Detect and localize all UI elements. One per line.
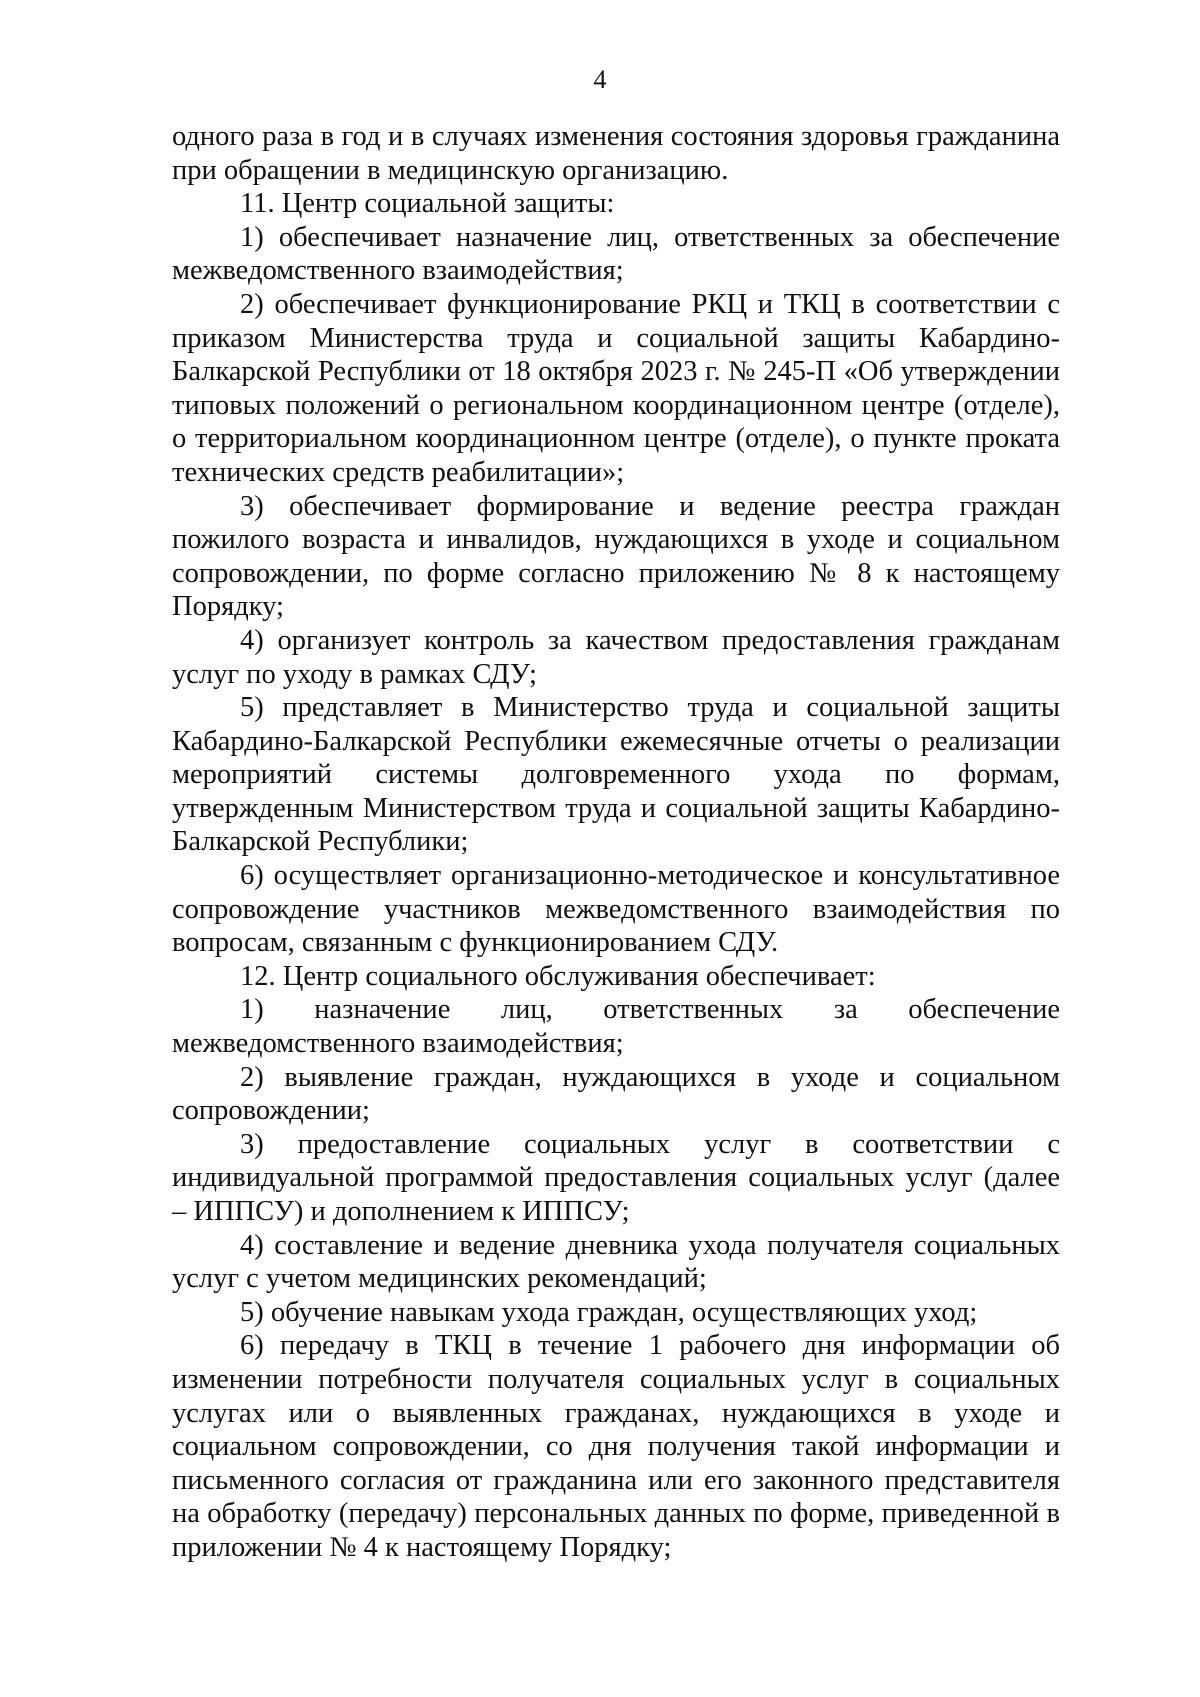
- paragraph: 1) обеспечивает назначение лиц, ответственных за обеспечение межведомственного взаимодействия;: [172, 221, 1060, 287]
- paragraph: 2) выявление граждан, нуждающихся в уходе и социальном сопровождении;: [172, 1061, 1060, 1127]
- paragraph: 4) организует контроль за качеством предоставления гражданам услуг по уходу в рамках СДУ;: [172, 624, 1060, 690]
- paragraph: 5) обучение навыкам ухода граждан, осуществляющих уход;: [240, 1296, 978, 1328]
- paragraph: 6) передачу в ТКЦ в течение 1 рабочего дня информации об изменении потребности получателя социальных услуг в социальных услугах или о выявленных гражданах, нуждающихся в уходе и социальном сопровождении, со дня получения такой информации и письменного согласия от гражданина или его законного представителя на обработку (передачу) персональных данных по форме, приведенной в приложении № 4 к настоящему Порядку;: [172, 1330, 1060, 1563]
- paragraph: 5) представляет в Министерство труда и социальной защиты Кабардино-Балкарской Республики ежемесячные отчеты о реализации мероприятий системы долговременного ухода по формам, утвержденным Министерством труда и социальной защиты Кабардино-Балкарской Республики;: [172, 692, 1060, 858]
- page-number: 4: [593, 65, 607, 94]
- paragraph: 3) предоставление социальных услуг в соответствии с индивидуальной программой предоставления социальных услуг (далее – ИППСУ) и дополнением к ИППСУ;: [172, 1128, 1060, 1227]
- paragraph: 3) обеспечивает формирование и ведение реестра граждан пожилого возраста и инвалидов, нуждающихся в уходе и социальном сопровождении, по форме согласно приложению № 8 к настоящему Порядку;: [172, 490, 1060, 623]
- paragraph: 2) обеспечивает функционирование РКЦ и ТКЦ в соответствии с приказом Министерства труда и социальной защиты Кабардино-Балкарской Республики от 18 октября 2023 г. № 245-П «Об утверждении типовых положений о региональном координационном центре (отделе), о территориальном координационном центре (отделе), о пункте проката технических средств реабилитации»;: [172, 288, 1060, 488]
- paragraph: 1) назначение лиц, ответственных за обеспечение межведомственного взаимодействия;: [172, 994, 1060, 1060]
- section-heading-11: 11. Центр социальной защиты:: [240, 188, 615, 220]
- paragraph: одного раза в год и в случаях изменения состояния здоровья гражданина при обращении в медицинскую организацию.: [172, 121, 1060, 186]
- paragraph: 6) осуществляет организационно-методическое и консультативное сопровождение участников межведомственного взаимодействия по вопросам, связанным с функционированием СДУ.: [172, 860, 1060, 959]
- paragraph: 4) составление и ведение дневника ухода получателя социальных услуг с учетом медицинских рекомендаций;: [172, 1229, 1060, 1295]
- document-body: [172, 120, 1060, 1565]
- section-heading-12: 12. Центр социального обслуживания обеспечивает:: [240, 960, 876, 992]
